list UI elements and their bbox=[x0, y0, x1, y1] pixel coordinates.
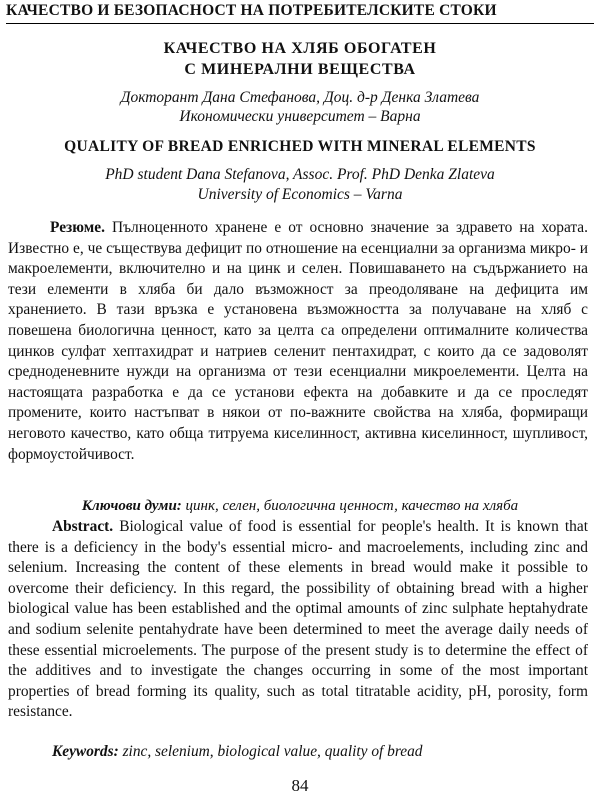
resume-label: Резюме. bbox=[50, 219, 105, 236]
paper-title-english: QUALITY OF BREAD ENRICHED WITH MINERAL ELEMENTS bbox=[64, 138, 536, 155]
resume-paragraph bbox=[8, 218, 588, 465]
authors-bulgarian: Докторант Дана Стефанова, Доц. д-р Денка Златева bbox=[120, 89, 480, 106]
author-block-bulgarian bbox=[0, 88, 600, 126]
authors-english: PhD student Dana Stefanova, Assoc. Prof. PhD Denka Zlateva bbox=[105, 166, 495, 183]
abstract-label: Abstract. bbox=[52, 518, 114, 535]
page-number: 84 bbox=[291, 776, 309, 795]
keywords-bg-text: цинк, селен, биологична ценност, качество на хляба bbox=[185, 498, 519, 514]
keywords-en-label: Keywords: bbox=[52, 743, 119, 760]
title-bg-line-1: КАЧЕСТВО НА ХЛЯБ ОБОГАТЕН bbox=[163, 40, 437, 57]
affiliation-english: University of Economics – Varna bbox=[197, 186, 403, 203]
paper-title-bulgarian bbox=[0, 38, 600, 80]
author-block-english bbox=[0, 165, 600, 205]
keywords-en-text: zinc, selenium, biological value, quality of bread bbox=[122, 743, 423, 760]
title-bg-line-2: С МИНЕРАЛНИ ВЕЩЕСТВА bbox=[184, 61, 416, 78]
keywords-english bbox=[52, 743, 422, 761]
running-head: КАЧЕСТВО И БЕЗОПАСНОСТ НА ПОТРЕБИТЕЛСКИТЕ СТОКИ bbox=[6, 2, 594, 24]
abstract-text: Biological value of food is essential for people's health. It is known that there is a deficiency in the body's essential micro- and macroelements, including zinc and selenium. Increasing the content of these elements in bread would make it possible to overcome their deficiency. In this regard, the possibility of obtaining bread with a higher biological value has been established and the optimal amounts of zinc sulphate heptahydrate and sodium selenite pentahydrate have been determined to meet the average daily needs of these essential microelements. The purpose of the present study is to determine the effect of the additives and to investigate the changes occurring in some of the most important properties of bread forming its quality, such as total titratable acidity, pH, porosity, form resistance. bbox=[8, 518, 588, 721]
affiliation-bulgarian: Икономически университет – Варна bbox=[179, 108, 421, 125]
keywords-bg-label: Ключови думи: bbox=[81, 498, 182, 514]
resume-text: Пълноценното хранене е от основно значение за здравето на хората. Известно е, че съществува дефицит по отношение на есенциални за организма микро- и макроелементи, включително и на цинк и селен. Повишаването на съдържанието на тези елементи в хляба би дало възможност за преодоляване на дефицита им хранението. В тази връзка е установена възможността за получаване на хляб с повешена биологична ценност, като за целта са определени оптималните количества цинков сулфат хептахидрат и натриев селенит пентахидрат, с които да се задоволят средноденевните нужди на организма от тези есенциални микроелементи. Целта на настоящата разработка е да се установи ефекта на добавките и да се проследят промените, които настъпват в някои от по-важните свойства на хляба, формиращи неговото качество, като обща титруема киселинност, активна киселинност, шупливост, формоустойчивост. bbox=[8, 219, 588, 463]
abstract-paragraph bbox=[8, 517, 588, 723]
keywords-bulgarian bbox=[0, 498, 600, 515]
